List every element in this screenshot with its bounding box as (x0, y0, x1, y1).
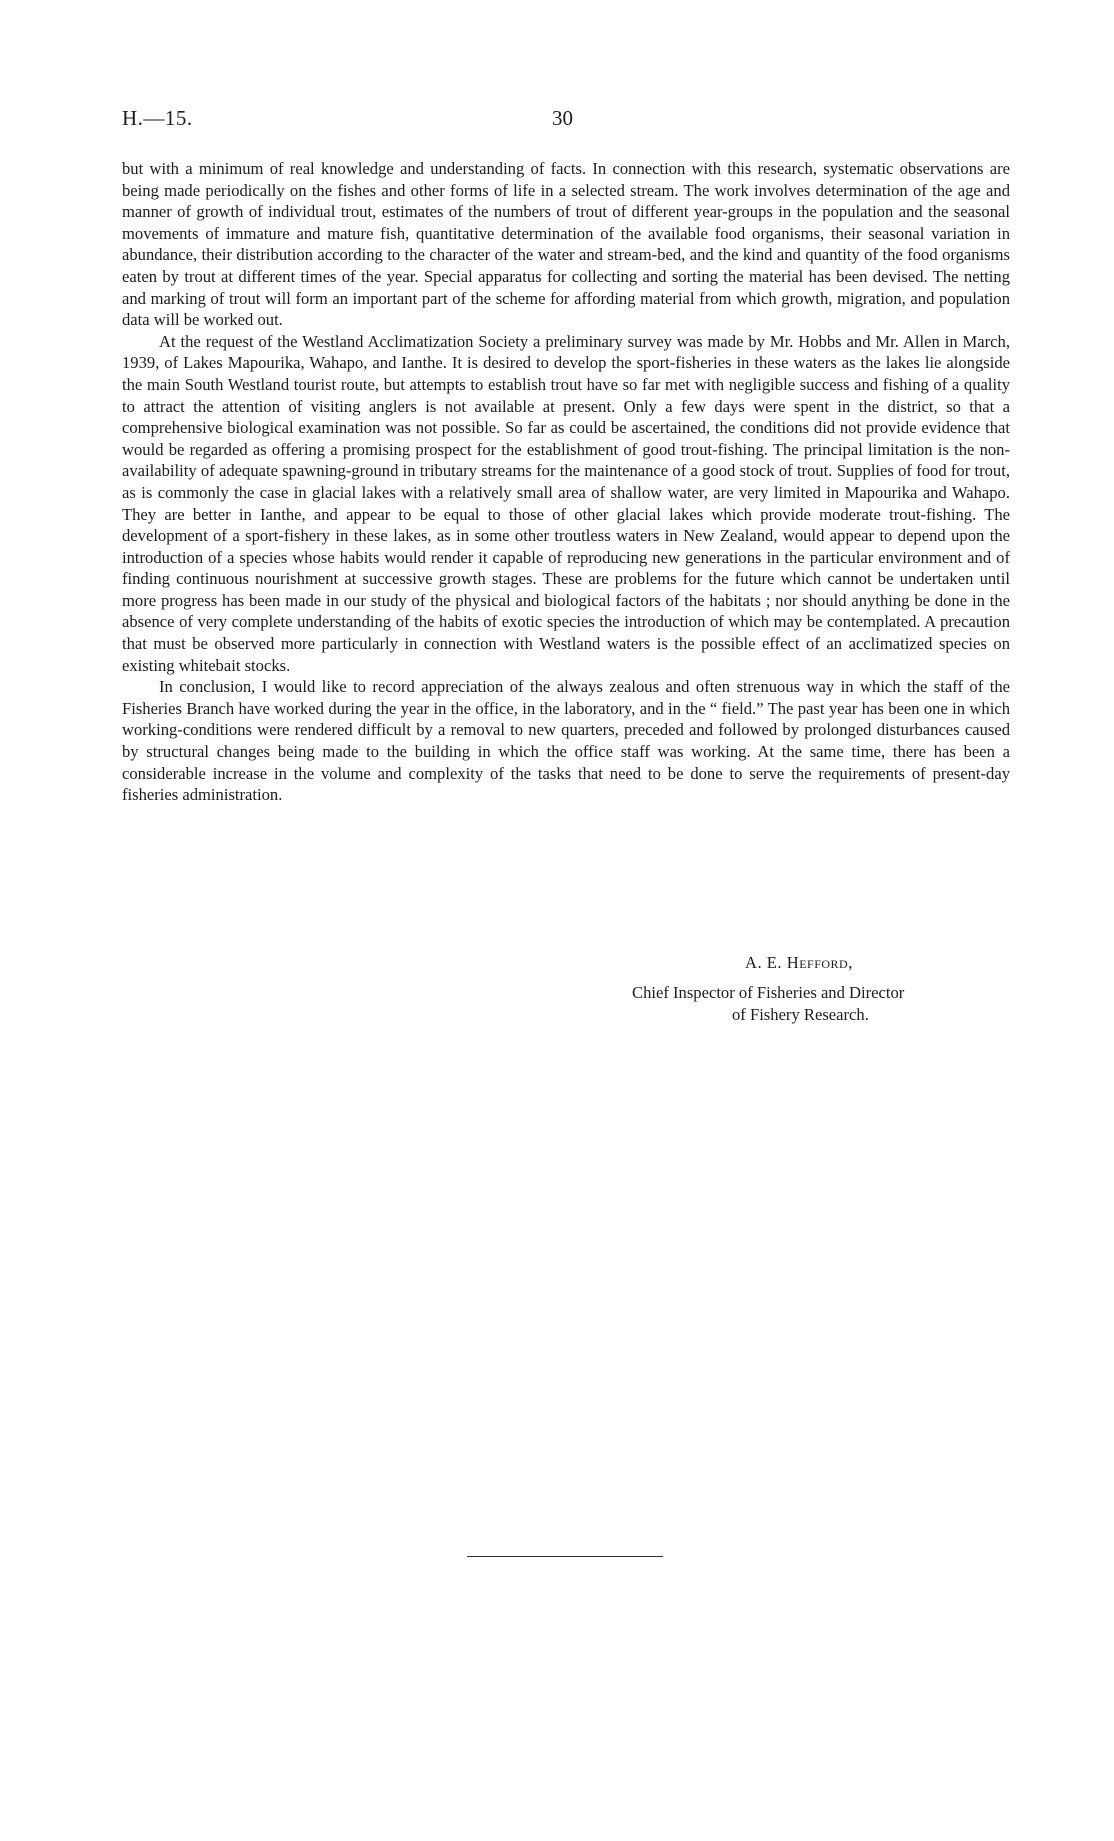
paragraph-conclusion: In conclusion, I would like to record appreciation of the always zealous and often strenuous way in which the staff of the Fisheries Branch have worked during the year in the office, in the laboratory, and in the “ field.” The past year has been one in which working-conditions were rendered difficult by a removal to new quarters, preceded and followed by prolonged disturbances caused by structural changes being made to the building in which the office staff was working. At the same time, there has been a considerable increase in the volume and complexity of the tasks that need to be done to serve the requirements of present-day fisheries administration. (122, 677, 1010, 805)
section-end-rule (467, 1556, 663, 1557)
body-text (122, 158, 1010, 806)
signatory-title-line-2: of Fishery Research. (732, 1005, 869, 1024)
page-header (122, 106, 992, 136)
signatory-name (745, 952, 853, 974)
signatory-initials: A. E. (745, 953, 787, 972)
paragraph-westland-survey: At the request of the Westland Acclimatization Society a preliminary survey was made by Mr. Hobbs and Mr. Allen in March, 1939, of Lakes Mapourika, Wahapo, and Ianthe. It is desired to develop the sport-fisheries in these waters as the lakes lie alongside the main South Westland tourist route, but attempts to establish trout have so far met with negligible success and fishing of a quality to attract the attention of visiting anglers is not available at present. Only a few days were spent in the district, so that a comprehensive biological examination was not possible. So far as could be ascertained, the conditions did not provide evidence that would be regarded as offering a promising prospect for the establishment of good trout-fishing. The principal limitation is the non-availability of adequate spawning-ground in tributary streams for the maintenance of a good stock of trout. Supplies of food for trout, as is commonly the case in glacial lakes with a relatively small area of shallow water, are very limited in Mapourika and Wahapo. They are better in Ianthe, and appear to be equal to those of other glacial lakes which provide moderate trout-fishing. The development of a sport-fishery in these lakes, as in some other troutless waters in New Zealand, would appear to depend upon the introduction of a species whose habits would render it capable of reproducing new generations in the particular environment and of finding continuous nourishment at successive growth stages. These are problems for the future which cannot be undertaken until more progress has been made in our study of the physical and biological factors of the habitats ; nor should anything be done in the absence of very complete understanding of the habits of exotic species the introduction of which may be contemplated. A precaution that must be observed more particularly in connection with Westland waters is the possible effect of an acclimatized species on existing whitebait stocks. (122, 331, 1010, 675)
report-reference: H.—15. (122, 106, 193, 130)
signatory-title-line-1: Chief Inspector of Fisheries and Director (632, 983, 905, 1002)
paragraph-research-continuation: but with a minimum of real knowledge and understanding of facts. In connection with this research, systematic observations are being made periodically on the fishes and other forms of life in a selected stream. The work involves determination of the age and manner of growth of individual trout, estimates of the numbers of trout of different year-groups in the population and the seasonal movements of immature and mature fish, quantitative determination of the available food organisms, their seasonal variation in abundance, their distribution according to the character of the water and stream-bed, and the kind and quantity of the food organisms eaten by trout at different times of the year. Special apparatus for collecting and sorting the material has been devised. The netting and marking of trout will form an important part of the scheme for affording material from which growth, migration, and population data will be worked out. (122, 159, 1010, 330)
signatory-comma: , (848, 953, 853, 972)
page-number: 30 (552, 106, 573, 130)
signatory-surname: Hefford (786, 953, 849, 972)
